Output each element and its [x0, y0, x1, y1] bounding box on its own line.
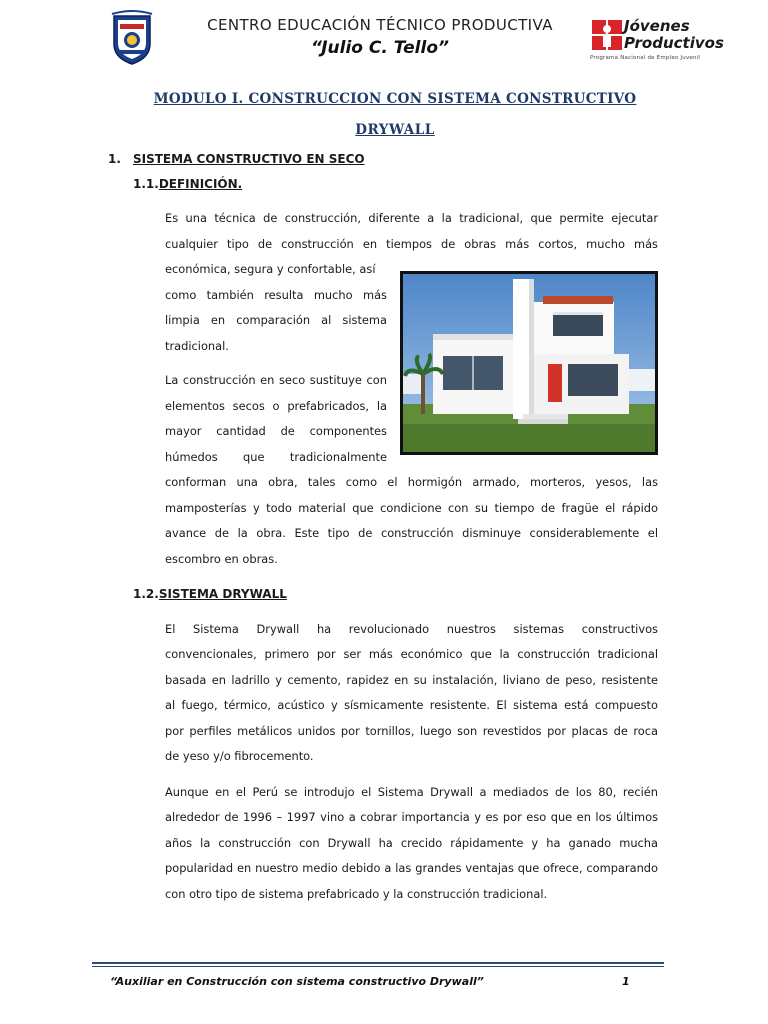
paragraph-line: años la construcción con Drywall ha crecido rápidamente y ha ganado mucha	[165, 836, 658, 850]
institution-subtitle: “Julio C. Tello”	[311, 38, 449, 58]
paragraph-line: popularidad en nuestro medio debido a las grandes ventajas que ofrece, comparando	[165, 861, 658, 875]
paragraph-line: basada en ladrillo y cemento, rapidez en su instalación, liviano de peso, resistente	[165, 673, 658, 687]
paragraph-line: escombro en obras.	[165, 552, 278, 566]
paragraph-line: elementos secos o prefabricados, la	[165, 399, 387, 413]
paragraph-line: La construcción en seco sustituye con	[165, 373, 387, 387]
paragraph-line: cualquier tipo de construcción en tiempos de obras más cortos, mucho más	[165, 237, 658, 251]
brand-tagline: Programa Nacional de Empleo Juvenil	[590, 55, 701, 61]
section-title: DEFINICIÓN.	[158, 177, 243, 191]
paragraph-line: convencionales, primero por ser más económico que la construcción tradicional	[165, 647, 658, 661]
paragraph-line: Aunque en el Perú se introdujo el Sistema Drywall a mediados de los 80, recién	[165, 785, 658, 799]
paragraph-line: húmedos que tradicionalmente	[165, 450, 387, 464]
paragraph-line: El Sistema Drywall ha revolucionado nuestros sistemas constructivos	[165, 622, 658, 636]
footer-text: “Auxiliar en Construcción con sistema constructivo Drywall”	[110, 975, 484, 988]
section-1-2-heading	[133, 587, 287, 601]
paragraph-line: tradicional.	[165, 339, 229, 353]
paragraph-line: mamposterías y todo material que condicione con su tiempo de fragüe el rápido	[165, 501, 658, 515]
paragraph-line: Es una técnica de construcción, diferente a la tradicional, que permite ejecutar	[165, 211, 658, 225]
paragraph-line: por perfiles metálicos unidos por tornillos, luego son revestidos por placas de roca	[165, 724, 658, 738]
section-1-heading	[108, 152, 365, 166]
brand-mark-icon	[590, 18, 624, 52]
module-title-line2: DRYWALL	[355, 122, 435, 138]
section-number: 1.1.	[133, 177, 159, 191]
house-photo	[400, 271, 658, 455]
section-number: 1.	[108, 152, 121, 166]
brand-line-2: Productivos	[624, 34, 724, 52]
school-crest-icon	[110, 10, 154, 66]
section-title: SISTEMA DRYWALL	[158, 587, 287, 601]
footer-rule	[92, 962, 664, 964]
section-title: SISTEMA CONSTRUCTIVO EN SECO	[133, 152, 365, 166]
paragraph-line: al fuego, térmico, acústico y sísmicamente resistente. El sistema está compuesto	[165, 698, 658, 712]
institution-name: CENTRO EDUCACIÓN TÉCNICO PRODUCTIVA	[207, 16, 553, 34]
paragraph-line: alrededor de 1996 – 1997 vino a cobrar importancia y es por eso que en los últimos	[165, 810, 658, 824]
brand-line-1: Jóvenes	[624, 17, 690, 35]
paragraph-line: avance de la obra. Este tipo de construcción disminuye considerablemente el	[165, 526, 658, 540]
footer-rule	[92, 966, 664, 967]
section-number: 1.2.	[133, 587, 159, 601]
paragraph-line: limpia en comparación al sistema	[165, 313, 387, 327]
page-number: 1	[622, 975, 630, 988]
jovenes-productivos-logo-icon	[590, 17, 724, 64]
section-1-1-heading	[133, 177, 242, 191]
paragraph-line: conforman una obra, tales como el hormigón armado, morteros, yesos, las	[165, 475, 658, 489]
module-title: MODULO I. CONSTRUCCION CON SISTEMA CONSTRUCTIVO	[153, 91, 637, 107]
paragraph-line: mayor cantidad de componentes	[165, 424, 387, 438]
paragraph-line: con otro tipo de sistema prefabricado y la construcción tradicional.	[165, 887, 548, 901]
paragraph-line: económica, segura y confortable, así	[165, 262, 376, 276]
paragraph-line: como también resulta mucho más	[165, 288, 387, 302]
paragraph-line: de yeso y/o fibrocemento.	[165, 749, 314, 763]
